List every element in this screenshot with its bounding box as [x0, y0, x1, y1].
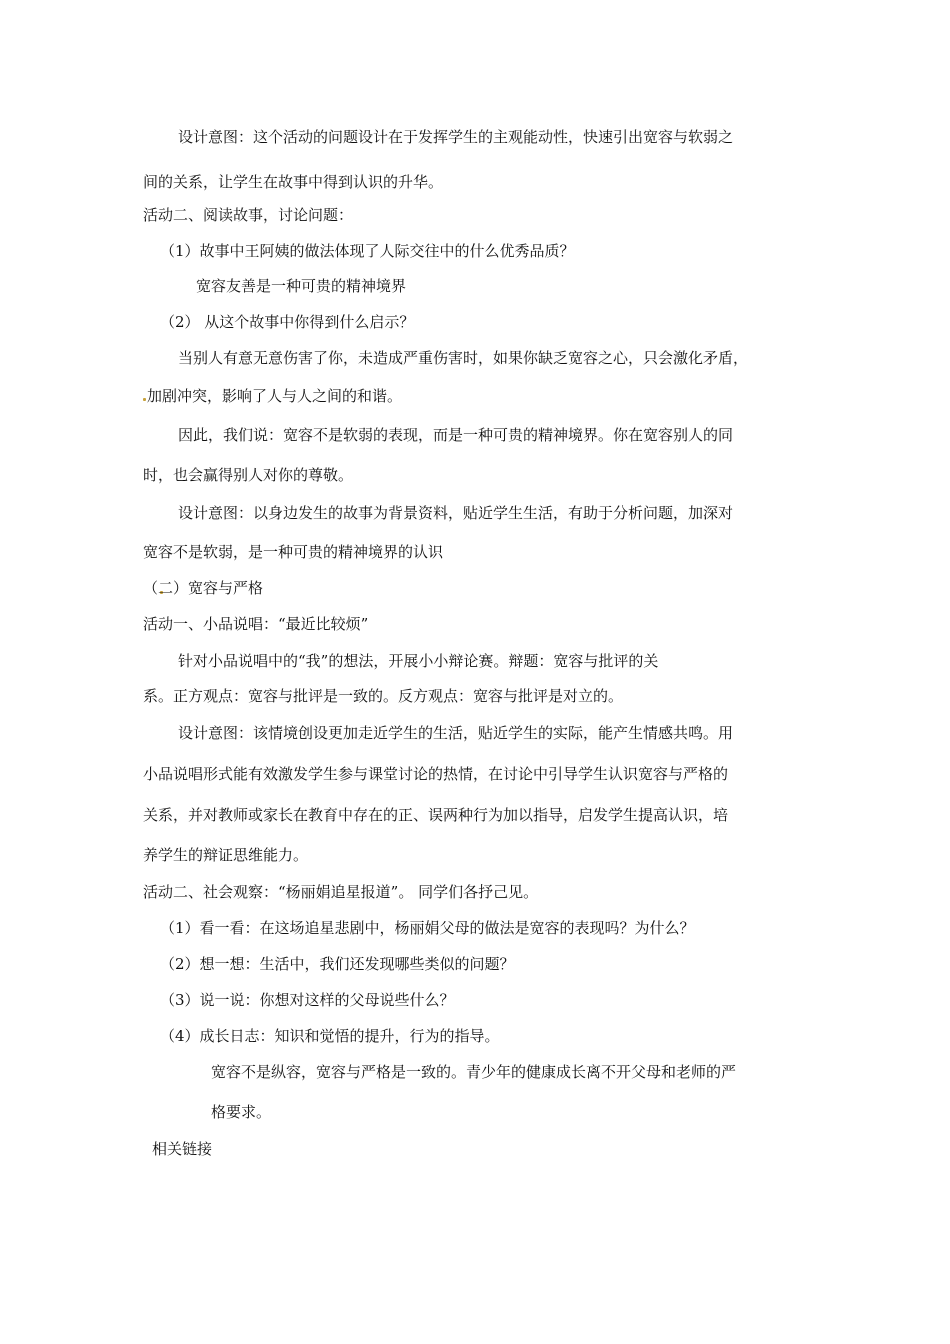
question-item: （2） 从这个故事中你得到什么启示？: [160, 313, 415, 331]
paragraph-line: 因此，我们说：宽容不是软弱的表现，而是一种可贵的精神境界。你在宽容别人的同: [178, 426, 734, 444]
question-item: （1）看一看：在这场追星悲剧中，杨丽娟父母的做法是宽容的表现吗？为什么？: [160, 919, 695, 937]
paragraph-line: 养学生的辩证思维能力。: [143, 846, 309, 864]
section-heading: 活动二、阅读故事，讨论问题：: [143, 206, 354, 224]
paragraph-line: 针对小品说唱中的“我”的想法，开展小小辩论赛。辩题：宽容与批评的关: [178, 652, 659, 670]
answer-line: 格要求。: [211, 1103, 272, 1121]
paragraph-line: 设计意图：这个活动的问题设计在于发挥学生的主观能动性，快速引出宽容与软弱之: [178, 128, 734, 146]
question-item: （3）说一说：你想对这样的父母说些什么？: [160, 991, 455, 1009]
section-heading: 活动二、社会观察：“杨丽娟追星报道”。 同学们各抒己见。: [143, 883, 539, 901]
section-heading: 活动一、小品说唱：“最近比较烦”: [143, 615, 369, 633]
edit-mark: [143, 398, 146, 401]
paragraph-line: 系。正方观点：宽容与批评是一致的。反方观点：宽容与批评是对立的。: [143, 687, 624, 705]
paragraph-line: 设计意图：以身边发生的故事为背景资料，贴近学生生活，有助于分析问题，加深对: [178, 504, 734, 522]
paragraph-line: 宽容不是软弱，是一种可贵的精神境界的认识: [143, 543, 444, 561]
section-heading: 相关链接: [152, 1140, 213, 1158]
paragraph-line: 间的关系，让学生在故事中得到认识的升华。: [143, 173, 444, 191]
question-item: （1）故事中王阿姨的做法体现了人际交往中的什么优秀品质？: [160, 242, 575, 260]
answer-line: 宽容不是纵容，宽容与严格是一致的。青少年的健康成长离不开父母和老师的严: [211, 1063, 737, 1081]
paragraph-line: 设计意图：该情境创设更加走近学生的生活，贴近学生的实际，能产生情感共鸣。用: [178, 724, 734, 742]
paragraph-line: 加剧冲突，影响了人与人之间的和谐。: [147, 387, 403, 405]
question-item: （2）想一想：生活中，我们还发现哪些类似的问题？: [160, 955, 515, 973]
answer-line: 宽容友善是一种可贵的精神境界: [196, 277, 407, 295]
paragraph-line: 关系，并对教师或家长在教育中存在的正、误两种行为加以指导，启发学生提高认识，培: [143, 806, 729, 824]
paragraph-line: 时，也会赢得别人对你的尊敬。: [143, 466, 354, 484]
section-heading: （二）宽容与严格: [143, 579, 264, 597]
paragraph-line: 小品说唱形式能有效激发学生参与课堂讨论的热情，在讨论中引导学生认识宽容与严格的: [143, 765, 729, 783]
question-item: （4）成长日志：知识和觉悟的提升，行为的指导。: [160, 1027, 500, 1045]
paragraph-line: 当别人有意无意伤害了你，未造成严重伤害时，如果你缺乏宽容之心，只会激化矛盾，: [178, 349, 749, 367]
